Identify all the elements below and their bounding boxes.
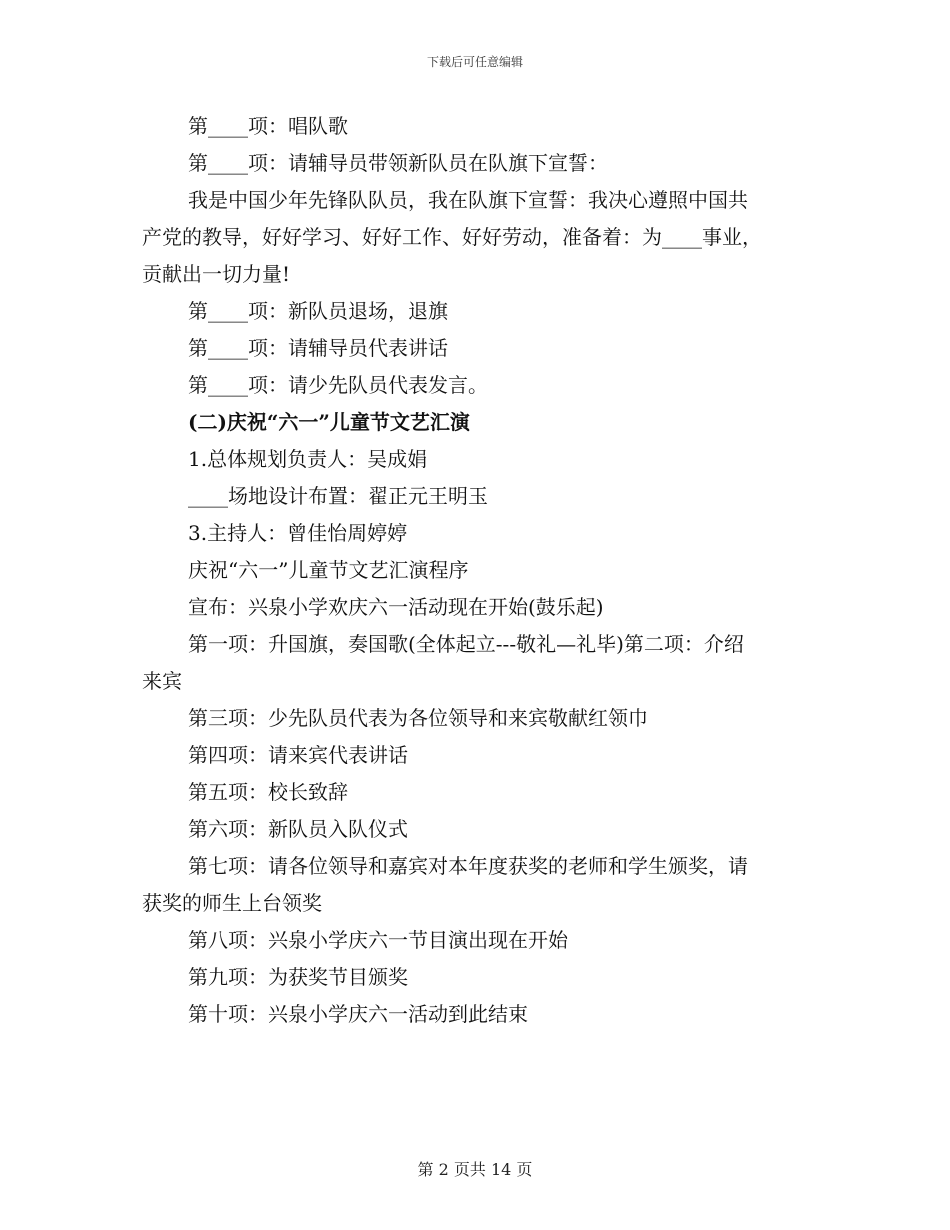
paragraph-line: 第八项：兴泉小学庆六一节目演出现在开始 — [188, 928, 568, 952]
page-header: 下载后可任意编辑 — [426, 55, 523, 69]
paragraph-line: 产党的教导，好好学习、好好工作、好好劳动，准备着：为____事业， — [142, 225, 762, 249]
paragraph-line: 贡献出一切力量! — [142, 262, 291, 286]
paragraph-line: 第四项：请来宾代表讲话 — [188, 743, 408, 767]
paragraph-line: 庆祝“六一”儿童节文艺汇演程序 — [188, 558, 469, 582]
paragraph-line: 第____项：请辅导员代表讲话 — [188, 336, 448, 360]
paragraph-line: 1.总体规划负责人：吴成娟 — [188, 447, 428, 471]
paragraph-line: 第六项：新队员入队仪式 — [188, 817, 408, 841]
paragraph-line: 3.主持人：曾佳怡周婷婷 — [188, 521, 408, 545]
paragraph-line: 第____项：请少先队员代表发言。 — [188, 373, 488, 397]
paragraph-line: 第____项：新队员退场，退旗 — [188, 299, 448, 323]
paragraph-line: 来宾 — [142, 669, 182, 693]
paragraph-line: 获奖的师生上台领奖 — [142, 891, 322, 915]
paragraph-line: 宣布：兴泉小学欢庆六一活动现在开始(鼓乐起) — [188, 595, 604, 619]
page-footer: 第 2 页共 14 页 — [417, 1160, 533, 1179]
paragraph-line: 第____项：请辅导员带领新队员在队旗下宣誓： — [188, 151, 608, 175]
paragraph-line: 我是中国少年先锋队队员，我在队旗下宣誓：我决心遵照中国共 — [188, 188, 748, 212]
paragraph-line: 第三项：少先队员代表为各位领导和来宾敬献红领巾 — [188, 706, 648, 730]
paragraph-line: 第____项：唱队歌 — [188, 114, 348, 138]
paragraph-line: 第一项：升国旗，奏国歌(全体起立---敬礼—礼毕)第二项：介绍 — [188, 632, 744, 656]
document-body — [142, 108, 812, 1033]
section-heading: (二)庆祝“六一”儿童节文艺汇演 — [188, 410, 470, 434]
paragraph-line: 第五项：校长致辞 — [188, 780, 348, 804]
paragraph-line: 第十项：兴泉小学庆六一活动到此结束 — [188, 1002, 528, 1026]
paragraph-line: 第九项：为获奖节目颁奖 — [188, 965, 408, 989]
paragraph-line: 第七项：请各位领导和嘉宾对本年度获奖的老师和学生颁奖，请 — [188, 854, 748, 878]
paragraph-line: ____场地设计布置：翟正元王明玉 — [188, 484, 488, 508]
